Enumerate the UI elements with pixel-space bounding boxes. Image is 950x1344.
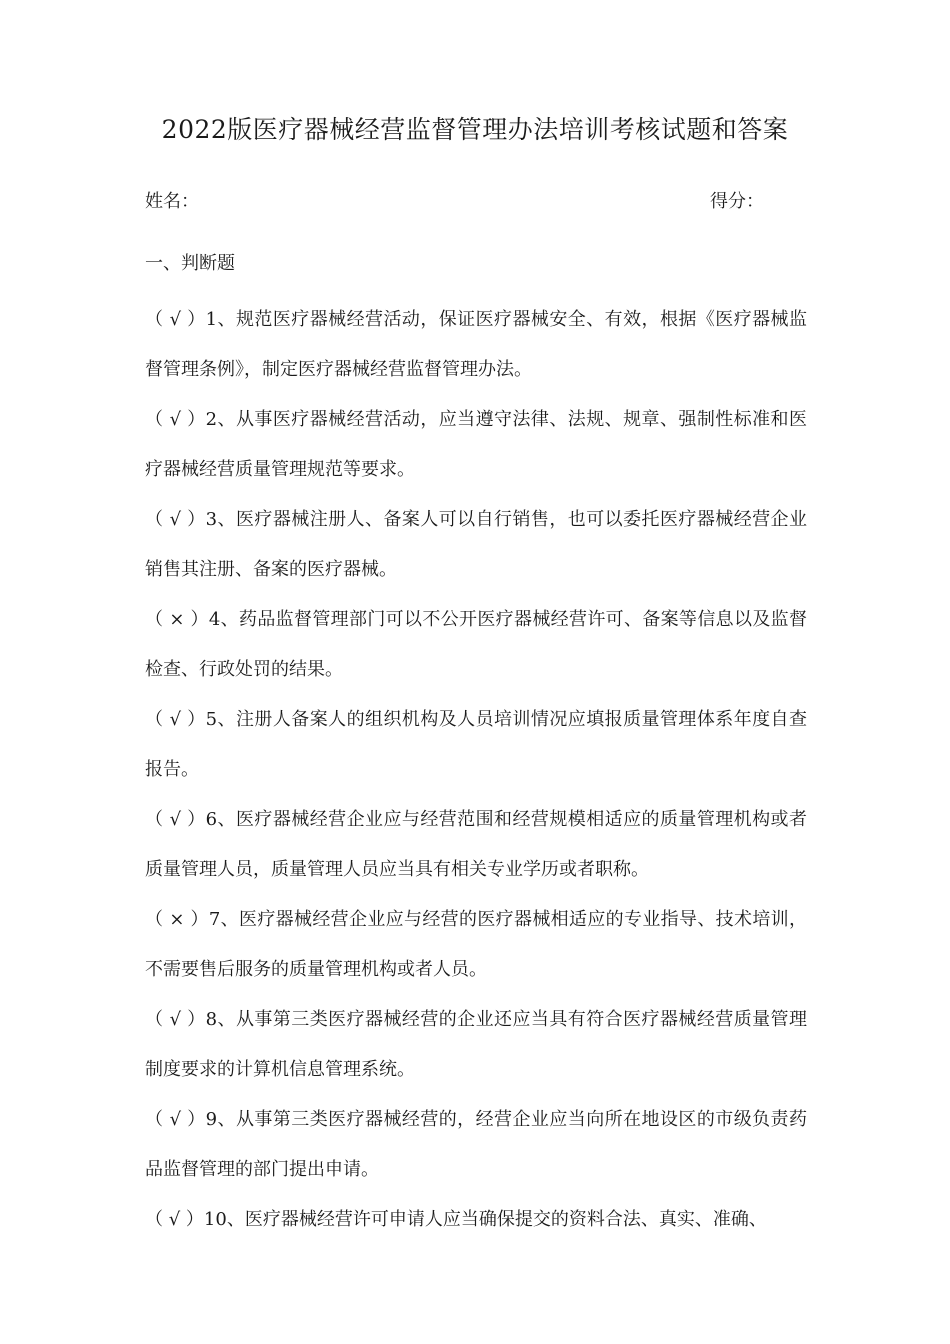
question-list [145,295,807,1245]
question-text: 3、医疗器械注册人、备案人可以自行销售，也可以委托医疗器械经营企业销售其注册、备案的医疗器械。 [145,509,807,580]
question-item [145,895,807,995]
name-label: 姓名： [145,191,199,212]
answer-mark: （ × ） [145,909,209,930]
answer-mark: （ √ ） [145,1109,206,1130]
question-text: 10、医疗器械经营许可申请人应当确保提交的资料合法、真实、准确、 [203,1209,767,1230]
question-text: 5、注册人备案人的组织机构及人员培训情况应填报质量管理体系年度自查报告。 [145,709,807,780]
answer-mark: （ √ ） [145,409,206,430]
question-item [145,995,807,1095]
question-text: 9、从事第三类医疗器械经营的，经营企业应当向所在地设区的市级负责药品监督管理的部门提出申请。 [145,1109,807,1180]
question-item [145,295,807,395]
score-label: 得分： [710,191,764,212]
question-text: 8、从事第三类医疗器械经营的企业还应当具有符合医疗器械经营质量管理制度要求的计算机信息管理系统。 [145,1009,807,1080]
answer-mark: （ √ ） [145,509,206,530]
question-text: 7、医疗器械经营企业应与经营的医疗器械相适应的专业指导、技术培训，不需要售后服务的质量管理机构或者人员。 [145,909,808,980]
question-item [145,395,807,495]
answer-mark: （ √ ） [145,709,206,730]
answer-mark: （ √ ） [145,809,206,830]
examinee-info-row [145,186,785,218]
answer-mark: （ √ ） [145,1209,204,1230]
answer-mark: （ √ ） [145,309,206,330]
question-text: 2、从事医疗器械经营活动，应当遵守法律、法规、规章、强制性标准和医疗器械经营质量管理规范等要求。 [145,409,807,480]
question-text: 6、医疗器械经营企业应与经营范围和经营规模相适应的质量管理机构或者质量管理人员，质量管理人员应当具有相关专业学历或者职称。 [145,809,807,880]
question-item [145,495,807,595]
question-item [145,1095,807,1195]
question-text: 1、规范医疗器械经营活动，保证医疗器械安全、有效，根据《医疗器械监督管理条例》，制定医疗器械经营监督管理办法。 [145,309,807,380]
answer-mark: （ √ ） [145,1009,206,1030]
document-title: 2022版医疗器械经营监督管理办法培训考核试题和答案 [161,115,789,144]
question-item [145,695,807,795]
question-text: 4、药品监督管理部门可以不公开医疗器械经营许可、备案等信息以及监督检查、行政处罚的结果。 [145,609,808,680]
section-heading: 一、判断题 [145,253,235,274]
question-item [145,795,807,895]
answer-mark: （ × ） [145,609,209,630]
question-item [145,1195,807,1245]
question-item [145,595,807,695]
